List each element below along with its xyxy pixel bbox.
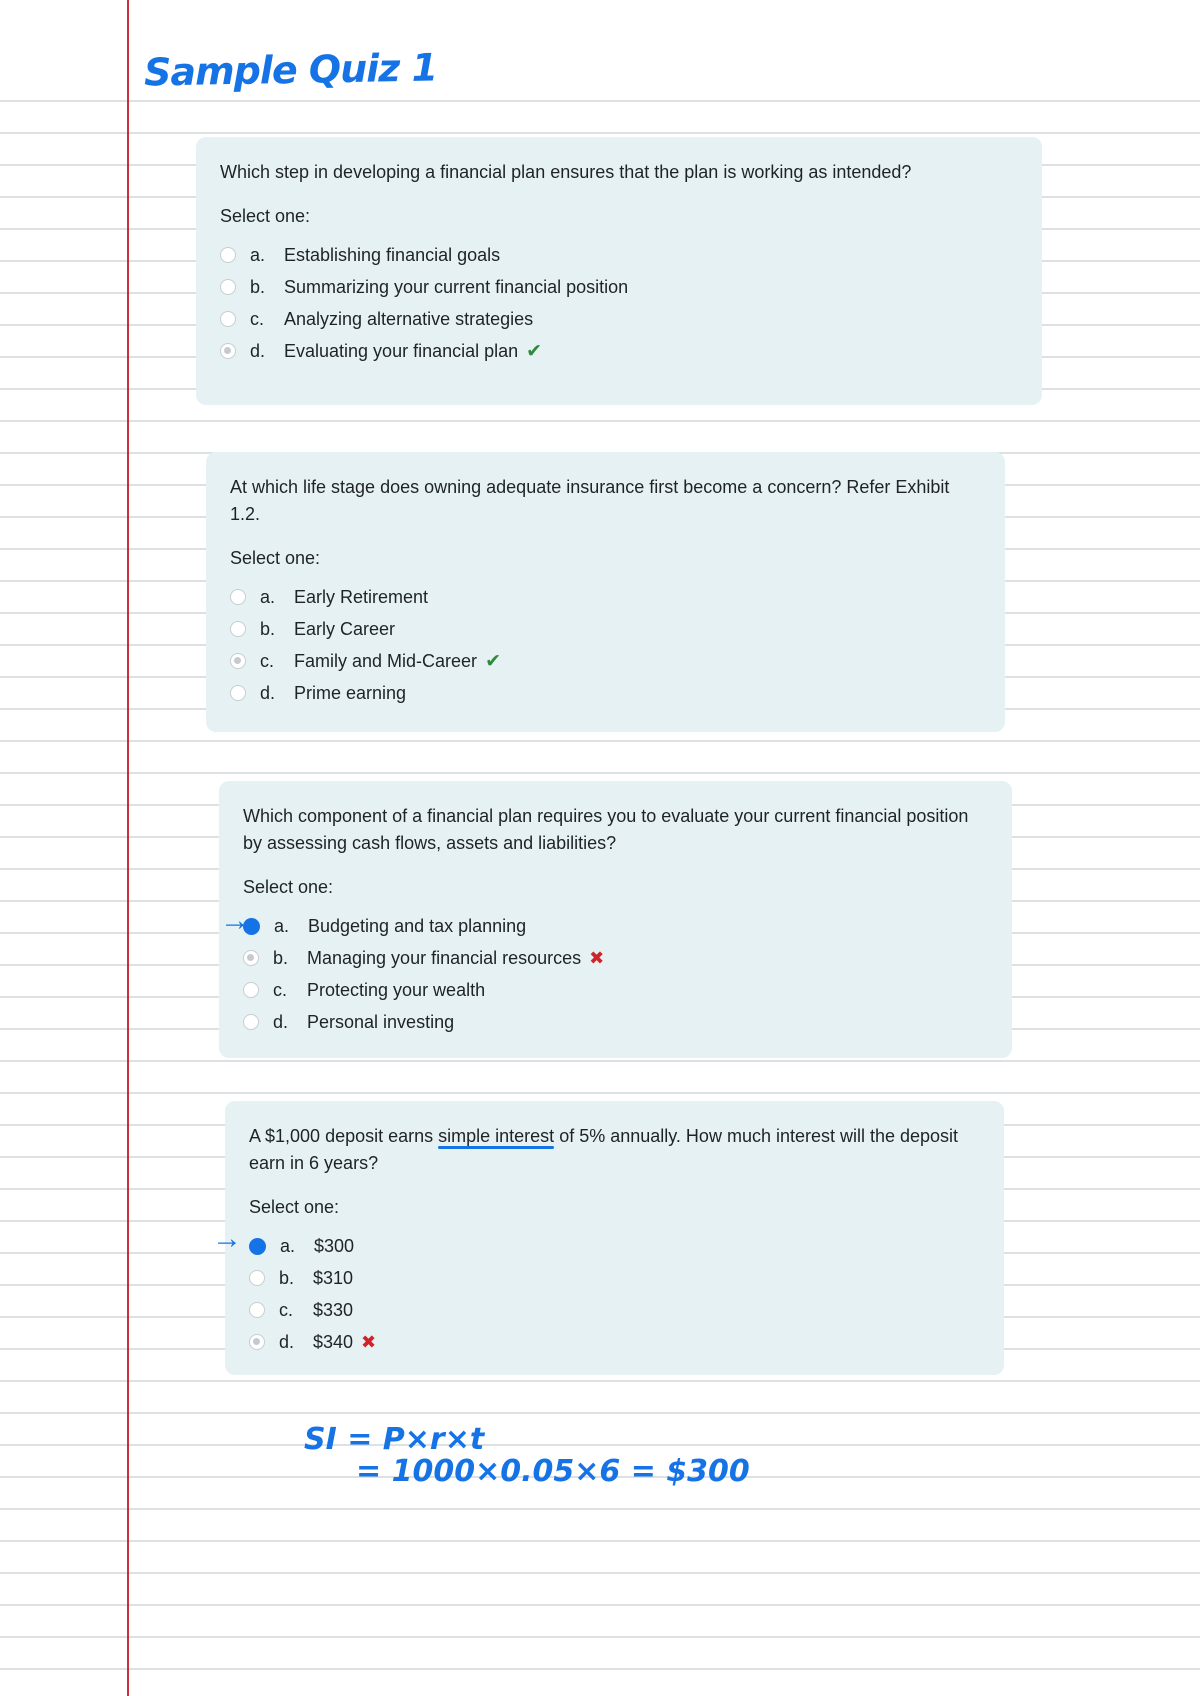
radio-button[interactable] [249, 1302, 265, 1318]
option-label: Personal investing [307, 1011, 455, 1032]
option-label: Family and Mid-Career [294, 650, 478, 671]
handwritten-formula-line-1: SI = P×r×t [304, 1422, 485, 1457]
option-label: Early Career [294, 618, 396, 639]
radio-button[interactable] [230, 621, 246, 637]
option-label: $330 [313, 1299, 354, 1320]
option-d[interactable] [230, 677, 981, 709]
option-label: Evaluating your financial plan [284, 340, 519, 361]
page-title: Sample Quiz 1 [143, 45, 438, 95]
question-card-3 [219, 781, 1012, 1058]
option-letter: b. [279, 1267, 295, 1288]
option-label: $300 [314, 1235, 355, 1256]
option-label: $340 [313, 1331, 354, 1352]
option-label: Budgeting and tax planning [308, 915, 527, 936]
option-letter: b. [250, 276, 266, 297]
option-b[interactable] [230, 613, 981, 645]
handwritten-formula-line-2: = 1000×0.05×6 = $300 [356, 1454, 750, 1489]
option-letter: d. [260, 682, 276, 703]
radio-button[interactable] [243, 1014, 259, 1030]
hand-drawn-arrow-icon: → [212, 1222, 242, 1255]
question-text-before: A $1,000 deposit earns [249, 1126, 439, 1146]
option-letter: d. [273, 1011, 289, 1032]
option-letter: a. [260, 586, 276, 607]
option-letter: c. [273, 979, 288, 1000]
option-label: Analyzing alternative strategies [284, 308, 534, 329]
radio-button-selected[interactable] [230, 653, 246, 669]
correct-check-icon: ✔ [485, 650, 501, 672]
radio-button[interactable] [230, 685, 246, 701]
option-letter: c. [250, 308, 265, 329]
option-a[interactable] [230, 581, 981, 613]
question-card-4 [225, 1101, 1004, 1375]
question-text-after: of 5% annually. How much interest will the deposit earn in 6 years? [249, 1126, 959, 1173]
option-label: Protecting your wealth [307, 979, 486, 1000]
option-c[interactable] [220, 303, 1018, 335]
option-b[interactable] [243, 942, 988, 974]
option-label: Establishing financial goals [284, 244, 501, 265]
option-c[interactable] [249, 1294, 980, 1326]
option-label: Summarizing your current financial position [284, 276, 629, 297]
radio-button[interactable] [220, 279, 236, 295]
incorrect-cross-icon: ✖ [589, 947, 605, 968]
option-label: Managing your financial resources [307, 947, 582, 968]
question-text [249, 1123, 980, 1177]
option-b[interactable] [220, 271, 1018, 303]
question-card-2 [206, 452, 1005, 732]
option-letter: a. [250, 244, 266, 265]
question-text: At which life stage does owning adequate insurance first become a concern? Refer Exhibit 1.2. [230, 477, 950, 524]
select-one-label: Select one: [230, 548, 321, 568]
radio-button[interactable] [220, 311, 236, 327]
option-a[interactable] [220, 239, 1018, 271]
option-label: Prime earning [294, 682, 407, 703]
underlined-term: simple interest [438, 1126, 555, 1146]
option-letter: a. [280, 1235, 296, 1256]
option-a[interactable] [243, 910, 988, 942]
radio-button-ink-marked[interactable] [249, 1238, 266, 1255]
option-letter: a. [274, 915, 290, 936]
option-d[interactable] [249, 1326, 980, 1358]
option-b[interactable] [249, 1262, 980, 1294]
option-letter: b. [260, 618, 276, 639]
question-text: Which step in developing a financial plan ensures that the plan is working as intended? [220, 162, 912, 182]
radio-button-selected[interactable] [220, 343, 236, 359]
option-c[interactable] [243, 974, 988, 1006]
radio-button-selected[interactable] [243, 950, 259, 966]
radio-button[interactable] [230, 589, 246, 605]
incorrect-cross-icon: ✖ [361, 1331, 377, 1352]
select-one-label: Select one: [243, 877, 334, 897]
option-letter: c. [279, 1299, 294, 1320]
radio-button-selected[interactable] [249, 1334, 265, 1350]
select-one-label: Select one: [220, 206, 311, 226]
select-one-label: Select one: [249, 1197, 340, 1217]
option-letter: b. [273, 947, 289, 968]
option-letter: d. [250, 340, 266, 361]
option-a[interactable] [249, 1230, 980, 1262]
margin-line [127, 0, 129, 1696]
radio-button[interactable] [249, 1270, 265, 1286]
question-card-1 [196, 137, 1042, 405]
option-label: $310 [313, 1267, 354, 1288]
option-d[interactable] [243, 1006, 988, 1038]
option-c[interactable] [230, 645, 981, 677]
correct-check-icon: ✔ [526, 340, 543, 362]
radio-button[interactable] [243, 982, 259, 998]
option-letter: d. [279, 1331, 295, 1352]
option-letter: c. [260, 650, 275, 671]
question-text: Which component of a financial plan requires you to evaluate your current financial position by assessing cash flows, assets and liabilities? [243, 806, 969, 853]
hand-drawn-arrow-icon: → [220, 904, 250, 937]
radio-button[interactable] [220, 247, 236, 263]
option-d[interactable] [220, 335, 1018, 367]
option-label: Early Retirement [294, 586, 429, 607]
